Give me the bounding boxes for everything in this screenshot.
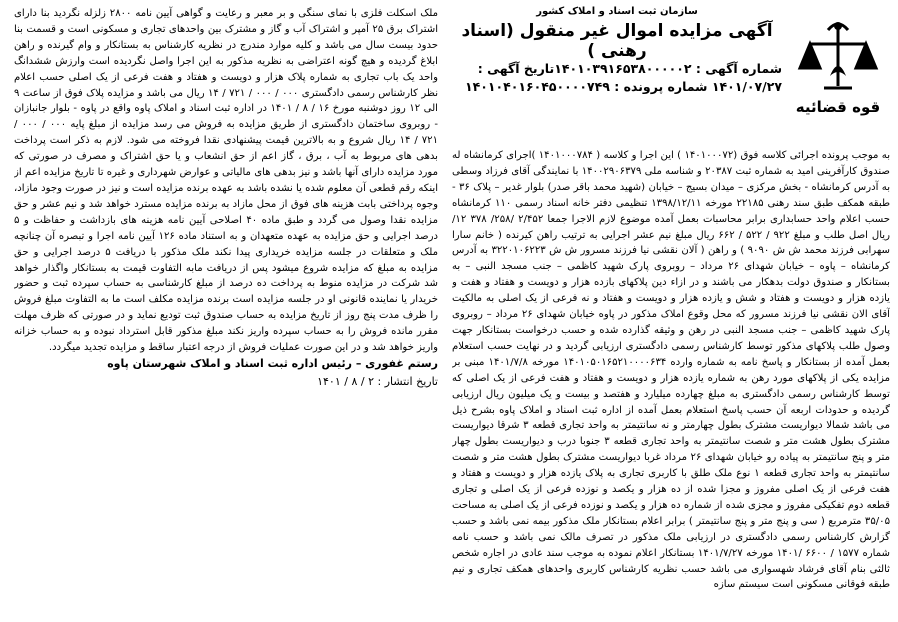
notice-header bbox=[452, 2, 890, 148]
emblem-graphic bbox=[788, 16, 888, 122]
organization-name: سازمان ثبت اسناد و املاک کشور bbox=[536, 6, 698, 17]
right-column-text bbox=[452, 148, 890, 618]
notice-title: آگهی مزایده اموال غیر منقول (اسناد رهنی ) bbox=[461, 21, 773, 61]
right-column-body: به موجب پرونده اجرائی کلاسه فوق (۱۴۰۱۰۰۰۷۲ ) این اجرا و کلاسه ( ۱۴۰۱۰۰۰۷۸۴ )اجرای کرمانشاه له صندوق کارآفرینی امید به شماره ثبت ۲۰۳۸۷ و شناسه ملی ۱۴۰۰۲۹۰۶۳۷۹ با نمایندگی آقای فرزاد وسطی به آدرس کرمانشاه - بخش مرکزی – میدان بسیج – خیابان (شهید محمد باقر صدر) بلوار غدیر – پلاک ۳۶ - طبقه همکف طبق سند رهنی ۲۲۱۸۵ مورخه ۱۳۹۸/۱۲/۱۱ تنظیمی دفتر خانه اسناد رسمی ۱۱۰ کرمانشاه حسب اعلام واحد حسابداری برابر محاسبات بعمل آمده موضوع لازم الاجرا جمعا ۲/۴۵۲ /۲۵۸/ ۳۷۸ ۱۲/ ریال اصل طلب و مبلغ ۹۲۲ / ۵۲۲ / ۶۶۲ ریال مبلغ نیم عشر اجرایی به ترتیب راهن کیرنده ( خانم سارا سهرابی فرزند محمد ش ش ۹۰۹۰ ) و راهن ( آلان نقشی نیا فرزند مسرور ش ش ۳۲۲۰۱۰۶۲۲۳ به آدرس کرمانشاه – پاوه – خیابان شهدای ۲۶ مرداد – روبروی پارک شهید کاظمی – جنب مسجد النبی – به بستانکار و صندوق دولت بدهکار می باشند و در ازاء دین پلاکهای بازده هزار و دویست و هفتاد و هفت و یازده هزار و دویست و هفتاد و شش و یازده هزار و دویست و هفتاد و نه فرعی از یک اصلی به مالکیت آقای الان نقشی نیا فرزند مسرور که محل وقوع املاک مذکور در پاوه خیابان شهدای ۲۶ مرداد – روبروی پارک شهید کاظمی – جنب مسجد النبی در رهن و وثیقه گذارده شده و حسب درخواست بستانکار جهت وصول طلب پلاکهای مذکور توسط کارشناس رسمی دادگستری ارزیابی گردید و در نهایت حسب استعلام بعمل آمده از بستانکار و پاسخ نامه به شماره وارده ۱۴۰۱۰۵۰۱۶۵۲۱۰۰۰۰۶۳۴ مورخه ۱۴۰۱/۷/۸ مبنی بر مزایده یکی از پلاکهای مورد رهن به شماره یازده هزار و دویست و هفتاد و هفت فرعی از یک اصلی که توسط کارشناس رسمی دادگستری به مبلغ چهارده میلیارد و هفتصد و بیست و یک میلیون ریال ارزیابی گردیده و حدودات اربعه آن حسب پاسخ استعلام بعمل آمده از اداره ثبت اسناد و املاک پاوه بشرح ذیل می باشد شمالا دیواریست مشترک بطول چهارمتر و نه سانتیمتر به واحد تجاری قطعه ۳ شرقا دیواریست مشترک بطول هشت متر و شصت سانتیمتر به واحد تجاری قطعه ۳ جنوبا درب و دیواریست بطول چهار متر و پنج سانتیمتر به پیاده رو خیابان شهدای ۲۶ مرداد غربا دیواریست مشترک بطول هشت متر و شصت سانتیمتر به واحد تجاری قطعه ۱ نوع ملک طلق با کاربری تجاری به پلاک یازده هزار و دویست و هفتاد و هفت فرعی از یک اصلی مفروز و مجزا شده از ده هزار و یکصد و نوزده فرعی از یک اصلی و تجاری قطعه دوم تفکیکی مفروز و مجزی شده از شماره ده هزار و یکصد و نوزده فرعی از یک اصلی به مساحت ۳۵/۰۵ مترمربع ( سی و پنج متر و پنج سانتیمتر ) برابر اعلام بستانکار ملک مذکور بیمه نمی باشد و حسب گزارش کارشناس رسمی دادگستری در ارزیابی ملک مذکور در تصرف مالک نمی باشد و حسب نامه شماره ۱۵۷۷ / ۶۶۰۰ /۱۴۰۱ مورخه ۱۴۰۱/۷/۲۷ بستانکار اعلام نموده به موجب سند عادی در اجاره شخص ثالثی بنام آقای فرشاد شهسواری می باشد حسب نظریه کارشناس کاربری واحدهای همکف تجاری و نیم طبقه فوقانی مسکونی است سیستم سازه bbox=[452, 150, 890, 591]
emblem-caption: قوه قضائیه bbox=[795, 98, 881, 116]
notice-number-line: شماره آگهی : ۱۴۰۱۰۳۹۱۶۵۳۸۰۰۰۰۰۲تاریخ آگهی : bbox=[477, 61, 782, 76]
left-column-body: ملک اسکلت فلزی با نمای سنگی و بر معبر و رعایت و گواهی آیین نامه ۲۸۰۰ زلزله نگردید بنا دارای اشتراک برق ۲۵ آمپر و اشتراک آب و گاز و مشترک بین واحدهای تجاری و مسکونی است و قسمت بنا حدود بیست سال می باشد و کلیه موارد مندرج در نظریه کارشناس به بستانکار و وام گیرنده و راهن ابلاغ گردیده و هیچ گونه اعتراضی به نظریه مذکور به این اجرا واصل نگردیده است وارزش ششدانگ واحد یک باب تجاری به شماره پلاک هزار و دویست و هفتاد و هفت فرعی از یک اصلی حسب اعلام نظر کارشناس رسمی دادگستری ۰۰۰ / ۰۰۰ / ۷۲۱ / ۱۴ ریال می باشد و مزایده پلاک فوق از ساعت ۹ الی ۱۲ روز دوشنبه مورخ ۱۶ / ۸ / ۱۴۰۱ در اداره ثبت اسناد و املاک پاوه واقع در پاوه - بلوار جانبازان - روبروی ساختمان دادگستری از طریق مزایده به فروش می رسد مزایده از مبلغ پایه ۰۰۰ / ۰۰۰ / ۷۲۱ / ۱۴ ریال شروع و به بالاترین قیمت پیشنهادی نقدا فروخته می شود. لازم به ذکر است پرداخت بدهی های مربوط به آب ، برق ، گاز اعم از حق انشعاب و یا حق اشتراک و مصرف در صورتی که مورد مزایده دارای آنها باشد و نیز بدهی های مالیاتی و عوارض شهرداری و غیره تا تاریخ مزایده اعم از اینکه رقم قطعی آن معلوم شده یا نشده باشد به عهده برنده مزایده است و نیز در صورت وجود مازاد، وجوه پرداختی بابت هزینه های فوق از محل مازاد به برنده مزایده مسترد خواهد شد و نیم عشر و حق مزایده نقدا وصول می گردد و طبق ماده ۴۰ اصلاحی آیین نامه هزینه های بازداشت و حفاظت و ۵ درصد اجرایی و حق مزایده به عهده متعهدان و به استناد ماده ۱۲۶ آیین نامه اجرا و تبصره آن چنانچه ملک و متعلقات در جلسه مزایده خریداری پیدا نکند ملک مذکور با دریافت ۵ درصد اجرایی و حق مزایده به مبلغ که مزایده شروع میشود پس از دریافت مابه التفاوت قیمت به بستانکار واگذار خواهد شد شرکت در مزایده منوط به پرداخت ده درصد از مبلغ کارشناسی به حساب سپرده ثبت و حضور خریدار یا نماینده قانونی او در جلسه مزایده است برنده مزایده مکلف است ما به التفاوت مبلغ فروش را ظرف مدت پنج روز از تاریخ مزایده به حساب صندوق ثبت تودیع نماید و در صورتی که ظرف مهلت مقرر مانده فروش را به حساب سپرده واریز نکند مبلغ مذکور قابل استرداد نبوده و به حساب خزانه واریز خواهد شد و در این صورت عملیات فروش از درجه اعتبار ساقط و مزایده تجدید میگردد. bbox=[14, 8, 438, 354]
left-column-text bbox=[14, 6, 438, 618]
file-number-line: ۱۴۰۱/۰۷/۲۷ شماره پرونده : ۱۴۰۱۰۴۰۱۶۰۴۵۰۰۰۰۷۴۹ bbox=[464, 79, 782, 94]
notice-info bbox=[452, 60, 782, 96]
header-titles bbox=[452, 4, 782, 61]
signature-line: رستم غفوری – رئیس اداره ثبت اسناد و املاک شهرستان پاوه bbox=[107, 356, 438, 370]
judiciary-emblem-icon bbox=[788, 16, 888, 122]
publish-date: تاریخ انتشار : ۲ / ۸ / ۱۴۰۱ bbox=[317, 374, 438, 388]
